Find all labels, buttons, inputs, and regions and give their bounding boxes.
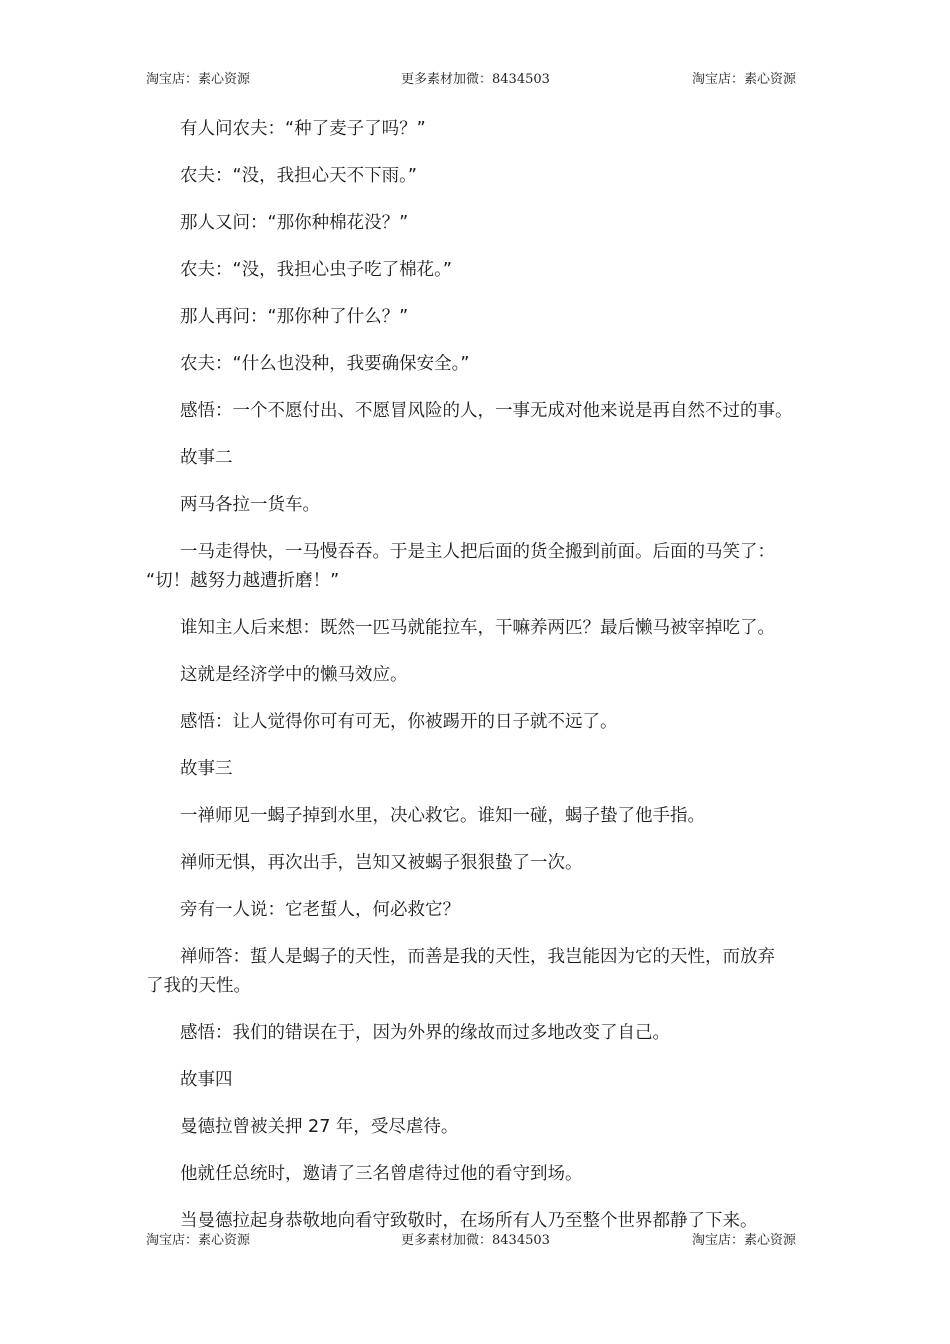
paragraph: 感悟：让人觉得你可有可无，你被踢开的日子就不远了。 — [180, 712, 618, 732]
document-body — [146, 115, 826, 1254]
paragraph: 农夫：“什么也没种，我要确保安全。” — [180, 354, 470, 374]
footer-center-text: 更多素材加微：8434503 — [401, 1233, 550, 1248]
footer-left-text: 淘宝店：素心资源 — [146, 1233, 251, 1248]
paragraph: 当曼德拉起身恭敬地向看守致敬时，在场所有人乃至整个世界都静了下来。 — [180, 1211, 758, 1231]
paragraph: 旁有一人说：它老蜇人，何必救它？ — [180, 900, 460, 920]
paragraph: 这就是经济学中的懒马效应。 — [180, 665, 408, 685]
section-heading: 故事三 — [180, 759, 233, 779]
header-left-text: 淘宝店：素心资源 — [146, 72, 251, 87]
paragraph: 一马走得快，一马慢吞吞。于是主人把后面的货全搬到前面。后面的马笑了： “切！越努力越遭折磨！” — [146, 542, 775, 591]
header-right-text: 淘宝店：素心资源 — [692, 72, 797, 87]
paragraph: 一禅师见一蝎子掉到水里，决心救它。谁知一碰，蝎子蛰了他手指。 — [180, 806, 705, 826]
page-header — [0, 68, 950, 88]
paragraph: 那人再问：“那你种了什么？” — [180, 307, 409, 327]
paragraph: 农夫：“没，我担心天不下雨。” — [180, 166, 417, 186]
paragraph: 感悟：一个不愿付出、不愿冒风险的人，一事无成对他来说是再自然不过的事。 — [180, 401, 793, 421]
page-footer — [0, 1229, 950, 1249]
paragraph: 禅师答：蜇人是蝎子的天性，而善是我的天性，我岂能因为它的天性，而放弃 了我的天性。 — [146, 947, 775, 996]
paragraph: 禅师无惧，再次出手，岂知又被蝎子狠狠蛰了一次。 — [180, 853, 583, 873]
footer-right-text: 淘宝店：素心资源 — [692, 1233, 797, 1248]
paragraph: 农夫：“没，我担心虫子吃了棉花。” — [180, 260, 452, 280]
paragraph: 两马各拉一货车。 — [180, 495, 320, 515]
paragraph: 他就任总统时，邀请了三名曾虐待过他的看守到场。 — [180, 1164, 583, 1184]
paragraph: 曼德拉曾被关押 27 年，受尽虐待。 — [180, 1117, 459, 1137]
paragraph: 谁知主人后来想：既然一匹马就能拉车，干嘛养两匹？最后懒马被宰掉吃了。 — [180, 618, 775, 638]
paragraph: 那人又问：“那你种棉花没？” — [180, 213, 409, 233]
paragraph: 感悟：我们的错误在于，因为外界的缘故而过多地改变了自己。 — [180, 1023, 670, 1043]
header-center-text: 更多素材加微：8434503 — [401, 72, 550, 87]
section-heading: 故事四 — [180, 1070, 233, 1090]
section-heading: 故事二 — [180, 448, 233, 468]
paragraph: 有人问农夫：“种了麦子了吗？” — [180, 119, 426, 139]
